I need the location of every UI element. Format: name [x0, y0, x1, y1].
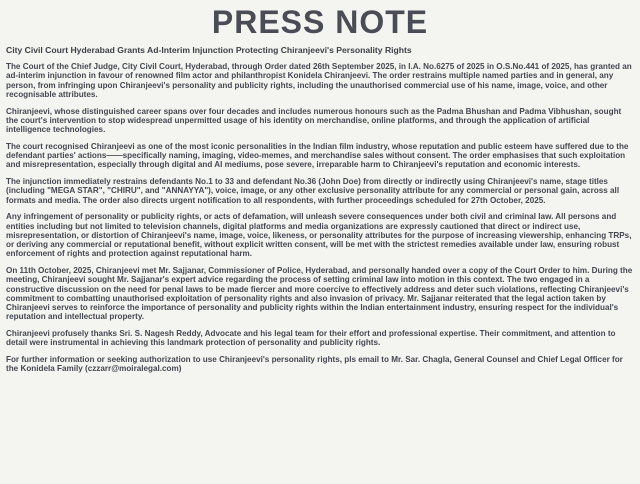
paragraph-court-recognition: The court recognised Chiranjeevi as one of the most iconic personalities in the Indian film industry, whose reputation and public esteem have suffered due to the defendant parties' actions——specifically naming, imaging, video-memes, and merchandise sales without consent. The order emphasises that such exploitation and misrepresentation, especially through digital and AI mediums, pose severe, irreparable harm to Chiranjeevi's reputation and economic interests. [6, 141, 629, 170]
paragraph-injunction: The injunction immediately restrains defendants No.1 to 33 and defendant No.36 (John Doe) from directly or indirectly using Chiranjeevi's name, stage titles (including "MEGA STAR", "CHIRU", and "ANNAYYA"), voice, image, or any other exclusive personality attribute for any commercial or personal gain, across all formats and media. The order also directs urgent notification to all respondents, with further proceedings scheduled for 27th October, 2025. [6, 177, 620, 205]
document-title: PRESS NOTE [211, 4, 429, 40]
document-heading: City Civil Court Hyderabad Grants Ad-Interim Injunction Protecting Chiranjeevi's Personality Rights [6, 45, 412, 55]
paragraph-infringement-warning: Any infringement of personality or publicity rights, or acts of defamation, will unleash severe consequences under both civil and criminal law. All persons and entities including but not limited to television channels, digital platforms and media organizations are expressly cautioned that direct or indirect use, misrepresentation, or distortion of Chiranjeevi's name, image, voice, likeness, or personality attributes for the purpose of increasing viewership, enhancing TRPs, or deriving any commercial or reputational benefit, without explicit written consent, will be met with the strictest remedies available under law, ensuring robust enforcement of rights and protection against reputational harm. [6, 212, 632, 259]
paragraph-career: Chiranjeevi, whose distinguished career spans over four decades and includes numerous honours such as the Padma Bhushan and Padma Vibhushan, sought the court's intervention to stop widespread unpermitted usage of his identity on merchandise, online platforms, and through the application of artificial intelligence technologies. [6, 106, 622, 134]
paragraph-court-order: The Court of the Chief Judge, City Civil Court, Hyderabad, through Order dated 26th September 2025, in I.A. No.6275 of 2025 in O.S.No.441 of 2025, has granted an ad-interim injunction in favour of renowned film actor and philanthropist Konidela Chiranjeevi. The order restrains multiple named parties and in general, any person, from infringing upon Chiranjeevi's personality and publicity rights, including the unauthorised commercial use of his name, image, voice, and other recognisable attributes. [6, 62, 632, 99]
press-note-page [0, 4, 640, 484]
paragraph-thanks: Chiranjeevi profusely thanks Sri. S. Nagesh Reddy, Advocate and his legal team for their effort and professional expertise. Their commitment, and attention to detail were instrumental in achieving this landmark protection of personality and publicity rights. [6, 329, 616, 348]
paragraph-police-meeting: On 11th October, 2025, Chiranjeevi met Mr. Sajjanar, Commissioner of Police, Hyderabad, and personally handed over a copy of the Court Order to him. During the meeting, Chiranjeevi sought Mr. Sajjanar's expert advice regarding the process of setting criminal law into motion in this context. The two engaged in a constructive discussion on the need for penal laws to be made fiercer and more coercive to effectively address and deter such violations, reflecting Chiranjeevi's commitment to combatting unauthorised exploitation of personality rights and also invasion of privacy. Mr. Sajjanar reiterated that the legal action taken by Chiranjeevi serves to reinforce the importance of personality and publicity rights within the Indian entertainment industry, ensuring respect for the individual's reputation and intellectual property. [6, 266, 633, 322]
paragraph-contact: For further information or seeking authorization to use Chiranjeevi's personality rights, pls email to Mr. Sar. Chagla, General Counsel and Chief Legal Officer for the Konidela Family (czzarr@moiralegal.com) [6, 355, 623, 374]
